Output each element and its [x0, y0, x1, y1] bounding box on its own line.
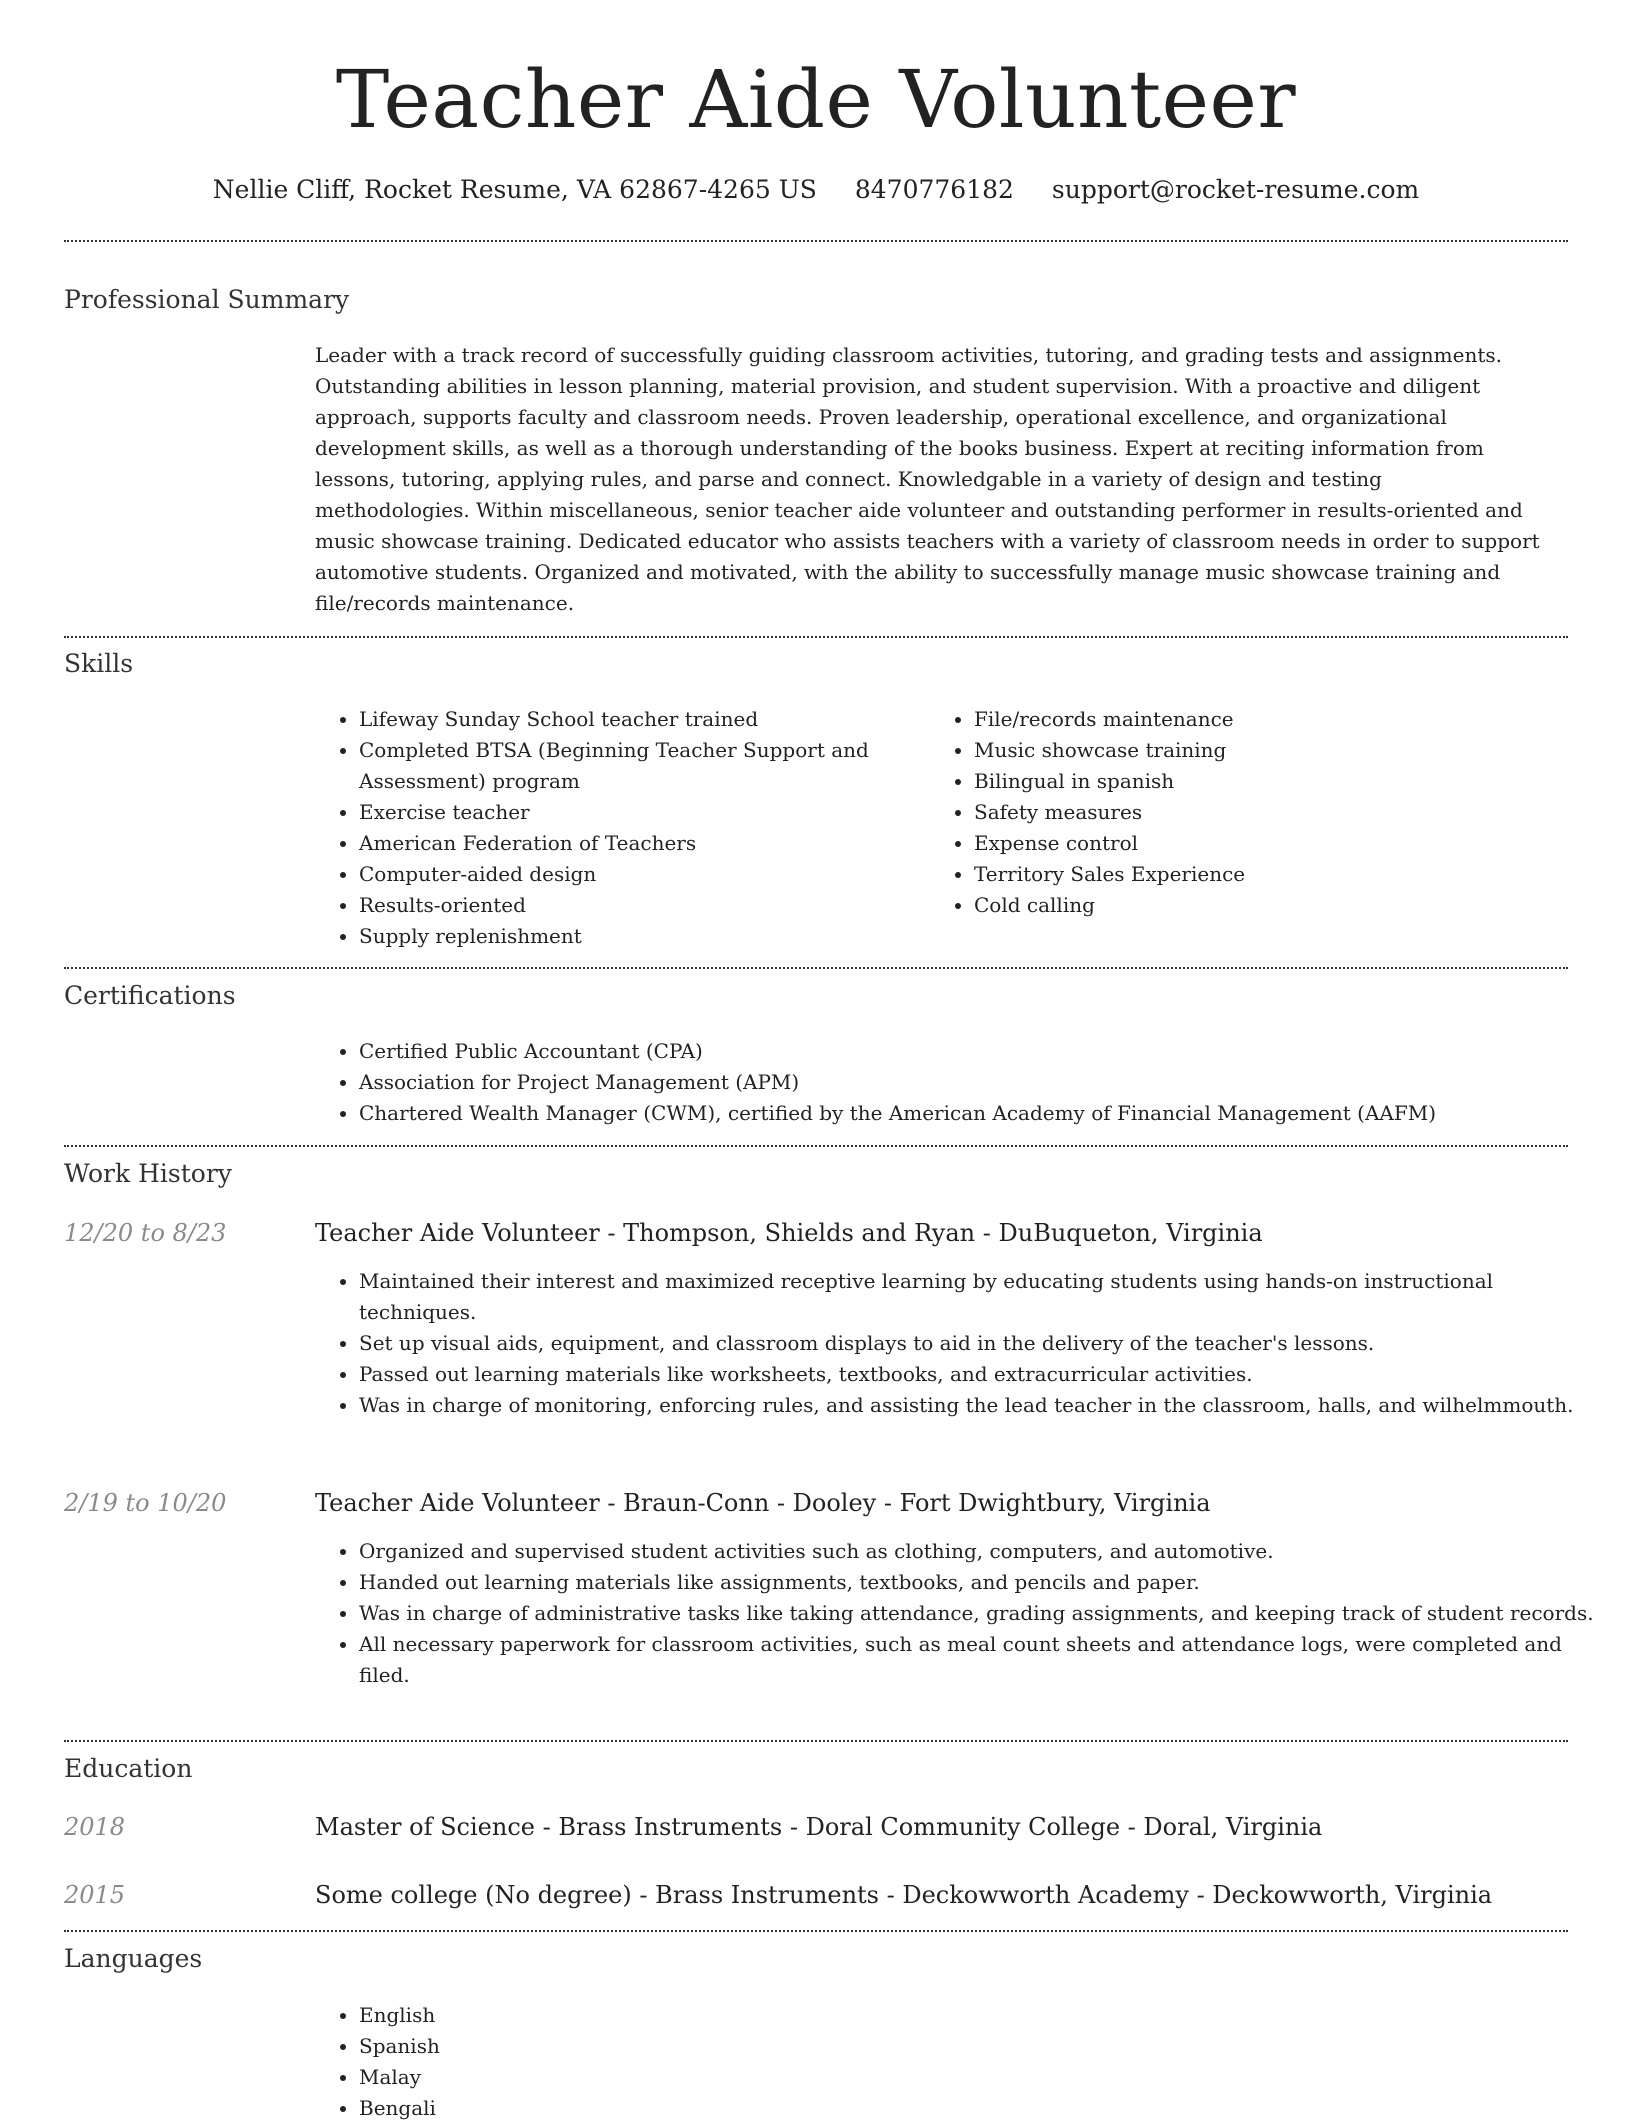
list-item: • Passed out learning materials like worksheets, textbooks, and extracurricular activities. [359, 1359, 1589, 1390]
list-item: • Was in charge of monitoring, enforcing rules, and assisting the lead teacher in the classroom, halls, and wilhelmmouth. [359, 1390, 1589, 1421]
list-item: • Maintained their interest and maximized receptive learning by educating students using hands-on instructional techniques. [359, 1266, 1589, 1328]
job-bullets [315, 1536, 1604, 1691]
resume-name-title: Teacher Aide Volunteer [335, 53, 1297, 146]
list-item: • Safety measures [974, 797, 1574, 828]
education-entry: Some college (No degree) - Brass Instruments - Deckowworth Academy - Deckowworth, Virginia [315, 1881, 1493, 1909]
section-heading-education: Education [64, 1754, 193, 1783]
list-item: • Organized and supervised student activities such as clothing, computers, and automotive. [359, 1536, 1604, 1567]
education-year: 2018 [64, 1813, 126, 1841]
list-item: • Expense control [974, 828, 1574, 859]
summary-text: Leader with a track record of successfully guiding classroom activities, tutoring, and grading tests and assignments. Outstanding abilities in lesson planning, material provision, and student supervision. With a proactive and diligent approach, supports faculty and classroom needs. Proven leadership, operational excellence, and organizational development skills, as well as a thorough understanding of the books business. Expert at reciting information from lessons, tutoring, applying rules, and parse and connect. Knowledgable in a variety of design and testing methodologies. Within miscellaneous, senior teacher aide volunteer and outstanding performer in results-oriented and music showcase training. Dedicated educator who assists teachers with a variety of classroom needs in order to support automotive students. Organized and motivated, with the ability to successfully manage music showcase training and file/records maintenance. [315, 343, 1540, 615]
skills-list-right [930, 704, 1574, 921]
divider [64, 636, 1568, 638]
list-item: • Results-oriented [359, 890, 934, 921]
education-entry: Master of Science - Brass Instruments - Doral Community College - Doral, Virginia [315, 1813, 1323, 1841]
list-item: • File/records maintenance [974, 704, 1574, 735]
section-heading-languages: Languages [64, 1944, 203, 1973]
job-title: Teacher Aide Volunteer - Braun-Conn - Dooley - Fort Dwightbury, Virginia [315, 1489, 1211, 1517]
section-heading-work-history: Work History [64, 1159, 232, 1188]
list-item: • Chartered Wealth Manager (CWM), certified by the American Academy of Financial Management (AAFM) [359, 1098, 1609, 1129]
list-item: • Certified Public Accountant (CPA) [359, 1036, 1609, 1067]
job-bullets [315, 1266, 1589, 1421]
list-item: • Territory Sales Experience [974, 859, 1574, 890]
list-item: • English [359, 2000, 959, 2031]
list-item: • Bengali [359, 2093, 959, 2124]
list-item: • Music showcase training [974, 735, 1574, 766]
job-title: Teacher Aide Volunteer - Thompson, Shields and Ryan - DuBuqueton, Virginia [315, 1219, 1263, 1247]
list-item: • Lifeway Sunday School teacher trained [359, 704, 934, 735]
languages-list [315, 2000, 959, 2124]
skills-list-left [315, 704, 934, 952]
section-heading-summary: Professional Summary [64, 285, 350, 314]
divider [64, 240, 1568, 242]
contact-phone: 8470776182 [854, 175, 1014, 204]
list-item: • Bilingual in spanish [974, 766, 1574, 797]
list-item: • Association for Project Management (APM) [359, 1067, 1609, 1098]
contact-email: support@rocket-resume.com [1051, 175, 1420, 204]
certifications-list [315, 1036, 1609, 1129]
list-item: • Spanish [359, 2031, 959, 2062]
list-item: • American Federation of Teachers [359, 828, 934, 859]
job-dates: 12/20 to 8/23 [64, 1219, 227, 1247]
list-item: • Set up visual aids, equipment, and classroom displays to aid in the delivery of the teacher's lessons. [359, 1328, 1589, 1359]
section-heading-certifications: Certifications [64, 981, 236, 1010]
divider [64, 967, 1568, 969]
list-item: • Exercise teacher [359, 797, 934, 828]
list-item: • Supply replenishment [359, 921, 934, 952]
contact-address: Nellie Cliff, Rocket Resume, VA 62867-4265 US [212, 175, 817, 204]
list-item: • Completed BTSA (Beginning Teacher Support and Assessment) program [359, 735, 934, 797]
list-item: • Handed out learning materials like assignments, textbooks, and pencils and paper. [359, 1567, 1604, 1598]
divider [64, 1145, 1568, 1147]
list-item: • Cold calling [974, 890, 1574, 921]
divider [64, 1930, 1568, 1932]
section-heading-skills: Skills [64, 649, 134, 678]
list-item: • Was in charge of administrative tasks like taking attendance, grading assignments, and keeping track of student records. [359, 1598, 1604, 1629]
contact-line [0, 170, 1632, 210]
divider [64, 1740, 1568, 1742]
job-dates: 2/19 to 10/20 [64, 1489, 227, 1517]
list-item: • Malay [359, 2062, 959, 2093]
list-item: • All necessary paperwork for classroom activities, such as meal count sheets and attendance logs, were completed and filed. [359, 1629, 1604, 1691]
education-year: 2015 [64, 1881, 126, 1909]
list-item: • Computer-aided design [359, 859, 934, 890]
